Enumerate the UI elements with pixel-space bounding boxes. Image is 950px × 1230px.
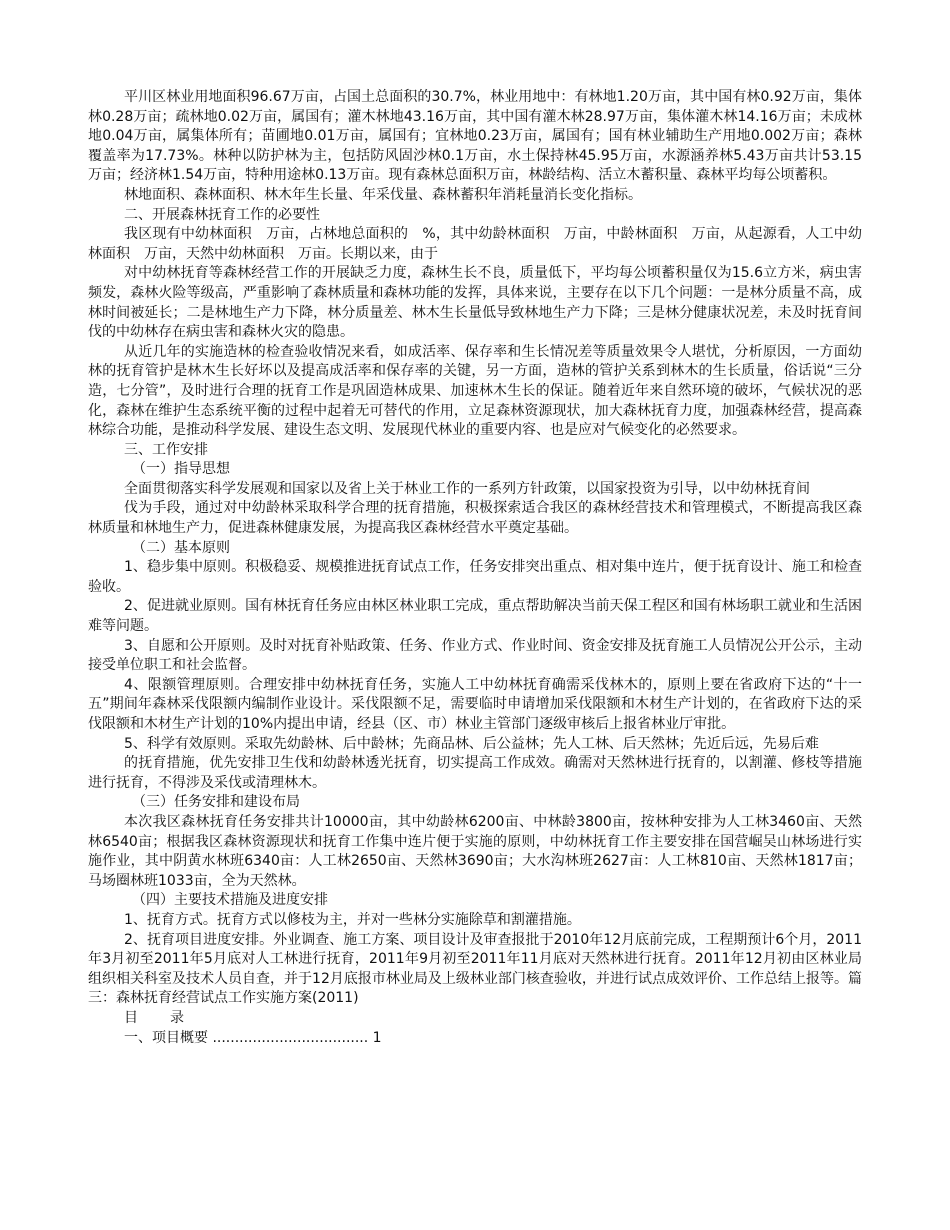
subheading-task-layout: （三）任务安排和建设布局 <box>132 794 300 811</box>
paragraph-principle-5: 5、科学有效原则。采取先幼龄林、后中龄林；先商品林、后公益林；先人工林、后天然林；先近后远，先易后难 <box>124 735 819 752</box>
paragraph-guiding-1: 全面贯彻落实科学发展观和国家以及省上关于林业工作的一系列方针政策，以国家投资为引导，以中幼林抚育间 <box>124 480 810 497</box>
section-heading-necessity: 二、开展森林抚育工作的必要性 <box>124 206 320 223</box>
subheading-basic-principles: （二）基本原则 <box>132 539 230 556</box>
paragraph-land-area: 平川区林业用地面积96.67万亩，占国土总面积的30.7%，林业用地中：有林地1.20万亩，其中国有林0.92万亩，集体林0.28万亩；疏林地0.02万亩，属国有；灌木林地43.16万亩，其中国有灌木林28.97万亩，集体灌木林14.16万亩；未成林地0.04万亩，属集体所有；苗圃地0.01万亩，属国有；宜林地0.23万亩，属国有；国有林业辅助生产用地0.002万亩；森林覆盖率为17.73%。林种以防护林为主，包括防风固沙林0.1万亩，水土保持林45.95万亩，水源涵养林5.43万亩共计53.15万亩；经济林1.54万亩，特种用途林0.13万亩。现有森林总面积万亩，林龄结构、活立木蓄积量、森林平均每公顷蓄积。 <box>88 89 862 184</box>
paragraph-schedule: 2、抚育项目进度安排。外业调查、施工方案、项目设计及审查报批于2010年12月底前完成，工程期预计6个月，2011年3月初至2011年5月底对人工林进行抚育，2011年9月初至2011年11月底对天然林进行抚育。2011年12月初由区林业局组织相关科室及技术人员自查，并于12月底报市林业局及上级林业部门核查验收，并进行试点成效评价、工作总结上报等。篇三：森林抚育经营试点工作实施方案(2011) <box>88 931 862 1007</box>
paragraph-indicators: 林地面积、森林面积、林木年生长量、年采伐量、森林蓄积年消耗量消长变化指标。 <box>124 186 642 203</box>
paragraph-principle-2: 2、促进就业原则。国有林抚育任务应由林区林业职工完成，重点帮助解决当前天保工程区和国有林场职工就业和生活困难等问题。 <box>88 598 862 635</box>
paragraph-task-layout: 本次我区森林抚育任务安排共计10000亩，其中幼龄林6200亩、中林龄3800亩，按林种安排为人工林3460亩、天然林6540亩；根据我区森林资源现状和抚育工作集中连片便于实施的原则，中幼林抚育工作主要安排在国营崛吴山林场进行实施作业，其中阴黄水林班6340亩：人工林2650亩、天然林3690亩；大水沟林班2627亩：人工林810亩、天然林1817亩；马场圈林班1033亩，全为天然林。 <box>88 813 862 889</box>
toc-heading <box>88 1009 862 1029</box>
subheading-technical-measures: （四）主要技术措施及进度安排 <box>132 892 328 909</box>
subheading-guiding-thought: （一）指导思想 <box>132 461 230 478</box>
paragraph-principle-3: 3、自愿和公开原则。及时对抚育补贴政策、任务、作业方式、作业时间、资金安排及抚育施工人员情况公开公示，主动接受单位职工和社会监督。 <box>88 637 862 674</box>
paragraph-principle-1: 1、稳步集中原则。积极稳妥、规模推进抚育试点工作，任务安排突出重点、相对集中连片，便于抚育设计、施工和检查验收。 <box>88 559 862 595</box>
paragraph-guiding-2: 伐为手段，通过对中幼龄林采取科学合理的抚育措施，积极探索适合我区的森林经营技术和管理模式，不断提高我区森林质量和林地生产力，促进森林健康发展，为提高我区森林经营水平奠定基础。 <box>88 500 862 537</box>
paragraph-problems: 对中幼林抚育等森林经营工作的开展缺乏力度，森林生长不良，质量低下，平均每公顷蓄积量仅为15.6立方米，病虫害频发，森林火险等级高，严重影响了森林质量和森林功能的发挥，具体来说，主要存在以下几个问题：一是林分质量不高，成林时间被延长；二是林地生产力下降，林分质量差、林木生长量低导致林地生产力下降；三是林分健康状况差，未及时抚育间伐的中幼林存在病虫害和森林火灾的隐患。 <box>88 265 862 341</box>
paragraph-young-forest-area: 我区现有中幼林面积 万亩，占林地总面积的 %，其中幼龄林面积 万亩，中龄林面积 万亩，从起源看，人工中幼林面积 万亩，天然中幼林面积 万亩。长期以来，由于 <box>88 226 862 262</box>
toc-heading-right: 录 <box>170 1009 184 1026</box>
paragraph-tending-method: 1、抚育方式。抚育方式以修枝为主，并对一些林分实施除草和割灌措施。 <box>124 911 581 928</box>
toc-heading-left: 目 <box>124 1009 138 1026</box>
paragraph-inspection: 从近几年的实施造林的检查验收情况来看，如成活率、保存率和生长情况差等质量效果令人堪忧，分析原因，一方面幼林的抚育管护是林木生长好坏以及提高成活率和保存率的关键，另一方面，造林的管护关系到林木的生长质量，俗话说“三分造，七分管”，及时进行合理的抚育工作是巩固造林成果、加速林木生长的保证。随着近年来自然环境的破坏，气候状况的恶化，森林在维护生态系统平衡的过程中起着无可替代的作用，立足森林资源现状，加大森林抚育力度，加强森林经营，提高森林综合功能，是推动科学发展、建设生态文明、发展现代林业的重要内容、也是应对气候变化的必然要求。 <box>88 343 862 439</box>
paragraph-principle-4: 4、限额管理原则。合理安排中幼林抚育任务，实施人工中幼林抚育确需采伐林木的，原则上要在省政府下达的“十一五”期间年森林采伐限额内编制作业设计。采伐限额不足，需要临时申请增加采伐限额和木材生产计划的，在省政府下达的采伐限额和木材生产计划的10%内提出申请，经县（区、市）林业主管部门逐级审核后上报省林业厅审批。 <box>88 676 862 732</box>
toc-entry: 一、项目概要 ................................... 1 <box>124 1029 382 1046</box>
section-heading-work-arrangement: 三、工作安排 <box>124 441 208 458</box>
paragraph-principle-5-cont: 的抚育措施，优先安排卫生伐和幼龄林透光抚育，切实提高工作成效。确需对天然林进行抚育的，以割灌、修枝等措施进行抚育，不得涉及采伐或清理林木。 <box>88 755 862 791</box>
